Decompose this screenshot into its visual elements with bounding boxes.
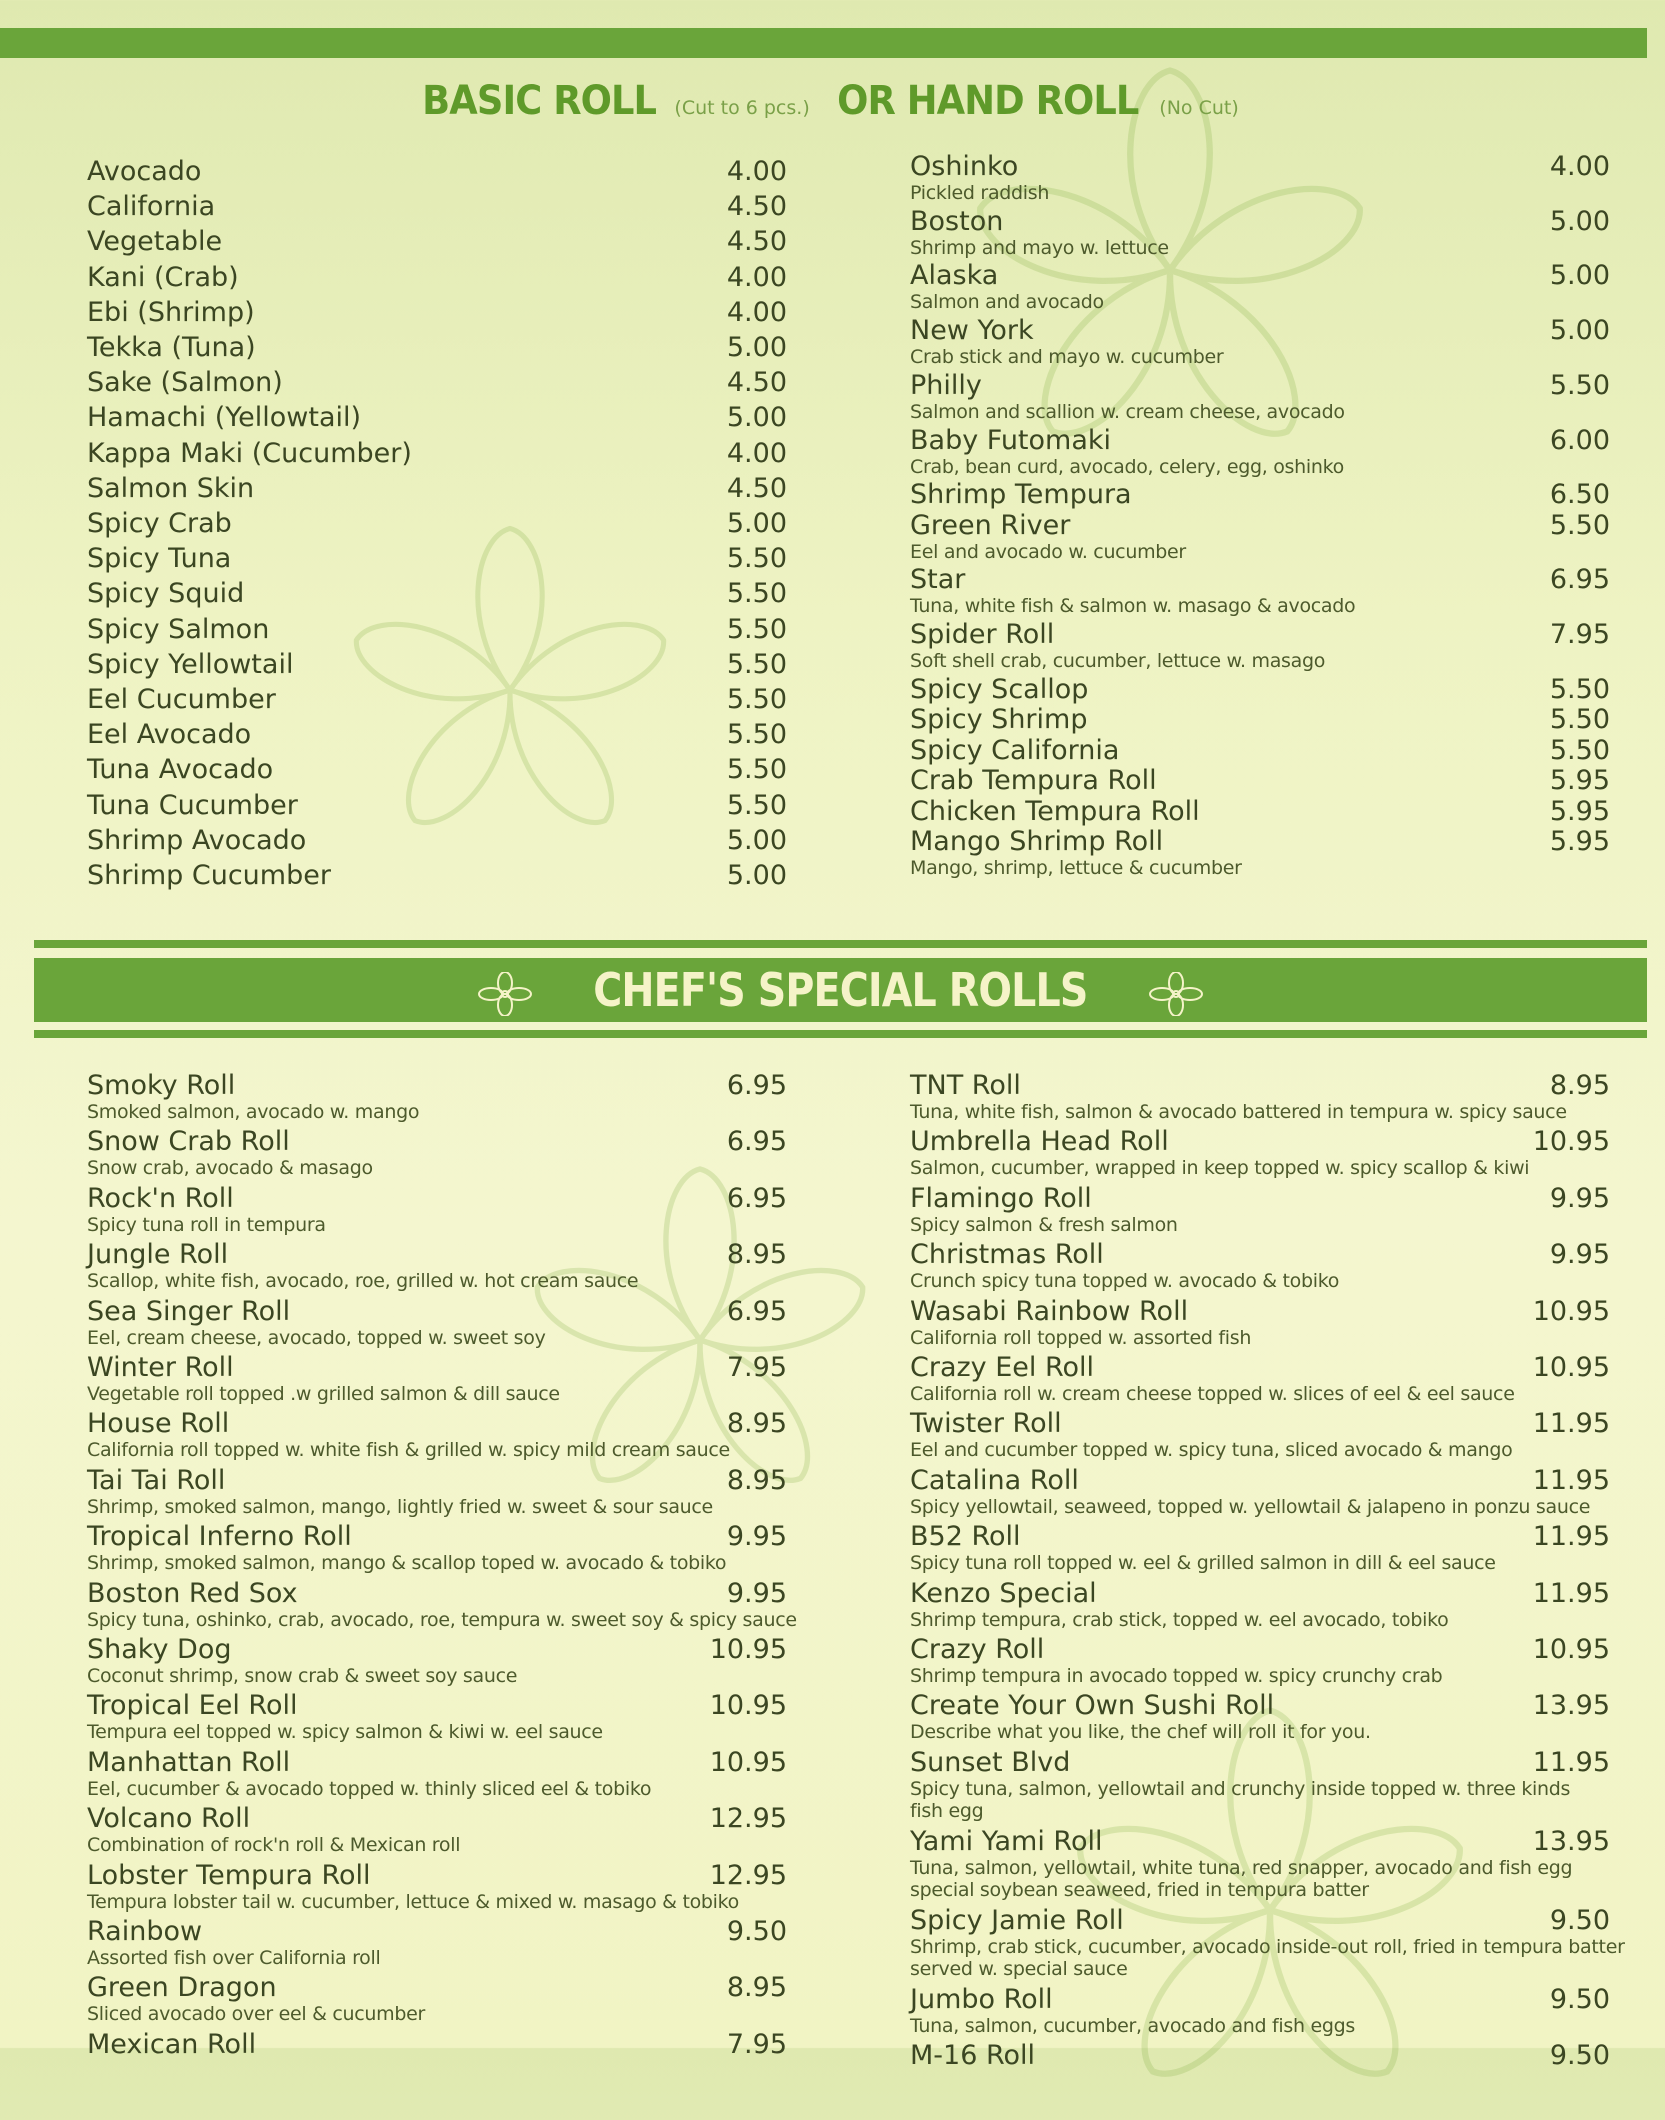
menu-item <box>910 1352 1610 1405</box>
menu-item-price: 8.95 <box>726 1408 787 1440</box>
menu-item-name: Boston Red Sox <box>87 1577 298 1609</box>
menu-item-name: Spicy Salmon <box>87 613 270 645</box>
menu-item <box>87 1521 787 1575</box>
menu-item-description: Tempura eel topped w. spicy salmon & kiwi w. eel sauce <box>87 1721 603 1744</box>
menu-item-description: Soft shell crab, cucumber, lettuce w. masago <box>910 650 1326 673</box>
menu-item <box>910 1464 1610 1518</box>
menu-item-price: 7.95 <box>726 1352 787 1383</box>
menu-item-price: 9.50 <box>726 1916 787 1947</box>
menu-item-name: Spicy Shrimp <box>910 704 1088 736</box>
basic-roll-title: BASIC ROLL <box>422 78 657 124</box>
menu-item-price: 10.95 <box>1532 1295 1610 1327</box>
menu-item-price: 8.95 <box>726 1972 787 2004</box>
menu-item <box>910 479 1610 511</box>
menu-item-name: Spicy Crab <box>87 508 232 539</box>
menu-item <box>87 402 787 434</box>
menu-item-description: Tuna, white fish, salmon & avocado battered in tempura w. spicy sauce <box>910 1101 1567 1123</box>
menu-item-name: Spicy Yellowtail <box>87 648 294 680</box>
menu-item-name: Mexican Roll <box>87 2028 257 2060</box>
menu-item-name: Spicy California <box>910 734 1120 766</box>
menu-item-description: California roll topped w. white fish & grilled w. spicy mild cream sauce <box>87 1439 730 1462</box>
menu-item-name: Ebi (Shrimp) <box>87 296 255 328</box>
menu-item <box>910 1182 1610 1236</box>
menu-item <box>87 824 787 856</box>
menu-item <box>87 1634 787 1687</box>
menu-item-price: 11.95 <box>1532 1577 1610 1609</box>
menu-item-price: 11.95 <box>1532 1521 1610 1553</box>
top-green-bar <box>0 28 1647 58</box>
menu-item-name: Spider Roll <box>910 619 1055 651</box>
menu-item-price: 4.00 <box>726 156 787 187</box>
menu-item-price: 12.95 <box>709 1859 787 1891</box>
menu-item <box>87 1859 787 1913</box>
flower-right-icon <box>1146 972 1206 1016</box>
menu-item-description: Salmon, cucumber, wrapped in keep topped w. spicy scallop & kiwi <box>910 1157 1530 1180</box>
menu-item-description: Eel and cucumber topped w. spicy tuna, sliced avocado & mango <box>910 1439 1513 1462</box>
menu-item-name: Tuna Cucumber <box>87 789 298 821</box>
menu-item <box>87 613 787 645</box>
menu-item-name: Manhattan Roll <box>87 1746 291 1778</box>
menu-item-name: Volcano Roll <box>87 1803 251 1835</box>
basic-roll-note: (Cut to 6 pcs.) <box>674 97 810 119</box>
menu-item-price: 10.95 <box>1532 1352 1610 1383</box>
menu-item <box>87 1070 787 1123</box>
menu-item-name: Umbrella Head Roll <box>910 1126 1169 1158</box>
menu-item <box>87 367 787 399</box>
menu-item-price: 10.95 <box>709 1634 787 1665</box>
menu-item-price: 6.95 <box>726 1126 787 1158</box>
menu-item <box>910 1746 1610 1822</box>
menu-item-price: 5.00 <box>726 860 787 891</box>
menu-item <box>87 1579 797 1631</box>
menu-item <box>910 826 1610 880</box>
menu-item-price: 5.50 <box>726 789 787 821</box>
menu-item-name: Kenzo Special <box>910 1577 1097 1609</box>
menu-item-price: 5.00 <box>1549 315 1610 347</box>
menu-item-name: Christmas Roll <box>910 1239 1104 1271</box>
menu-item-description: Combination of rock'n roll & Mexican roll <box>87 1834 461 1857</box>
menu-item-name: Tai Tai Roll <box>87 1464 226 1496</box>
menu-item <box>910 369 1610 423</box>
menu-item-price: 4.50 <box>726 367 787 399</box>
menu-item-name: Spicy Squid <box>87 578 245 610</box>
menu-item-price: 6.95 <box>1549 564 1610 596</box>
menu-item <box>87 1352 787 1405</box>
menu-item-price: 5.00 <box>1549 260 1610 292</box>
menu-item-name: Star <box>910 564 966 596</box>
menu-item-description: Shrimp tempura in avocado topped w. spicy crunchy crab <box>910 1665 1443 1687</box>
menu-item <box>87 1916 787 1969</box>
menu-item <box>87 191 787 223</box>
menu-item <box>87 2028 787 2060</box>
menu-item-price: 11.95 <box>1532 1464 1610 1496</box>
menu-item-price: 5.50 <box>1549 673 1610 705</box>
menu-item-description: Shrimp, smoked salmon, mango & scallop toped w. avocado & tobiko <box>87 1552 727 1575</box>
menu-item-name: Shrimp Cucumber <box>87 860 331 891</box>
menu-item-price: 7.95 <box>1549 619 1610 651</box>
menu-item-name: Twister Roll <box>910 1408 1062 1440</box>
menu-item-price: 12.95 <box>709 1803 787 1835</box>
menu-item <box>87 156 787 187</box>
menu-item-price: 5.00 <box>1549 205 1610 237</box>
menu-item-price: 8.95 <box>726 1239 787 1271</box>
menu-item-price: 5.50 <box>726 578 787 610</box>
menu-item-name: M-16 Roll <box>910 2040 1036 2072</box>
menu-item <box>87 226 787 258</box>
menu-item-description: Shrimp tempura, crab stick, topped w. eel avocado, tobiko <box>910 1608 1449 1631</box>
hand-roll-note: (No Cut) <box>1159 97 1239 119</box>
menu-item-name: Jungle Roll <box>87 1239 229 1271</box>
menu-item-name: Tropical Eel Roll <box>87 1690 298 1722</box>
menu-item-description: Eel, cucumber & avocado topped w. thinly sliced eel & tobiko <box>87 1777 652 1800</box>
menu-item-price: 4.50 <box>726 226 787 258</box>
menu-item-price: 7.95 <box>726 2028 787 2060</box>
menu-item <box>87 860 787 891</box>
menu-item-price: 9.50 <box>1549 2040 1610 2072</box>
menu-item <box>910 1295 1610 1349</box>
menu-item <box>910 673 1610 705</box>
menu-item-price: 5.95 <box>1549 765 1610 797</box>
menu-item-price: 11.95 <box>1532 1746 1610 1778</box>
menu-item-price: 8.95 <box>726 1464 787 1496</box>
menu-item <box>910 1825 1610 1901</box>
menu-item-price: 5.50 <box>726 754 787 786</box>
menu-item-name: Kappa Maki (Cucumber) <box>87 437 412 469</box>
menu-item <box>910 795 1610 827</box>
menu-item-price: 9.95 <box>726 1521 787 1553</box>
menu-item-name: B52 Roll <box>910 1521 1021 1553</box>
menu-item-name: Green River <box>910 509 1071 541</box>
menu-item <box>87 1803 787 1857</box>
menu-item-name: Winter Roll <box>87 1352 234 1383</box>
menu-item-description: served w. special sauce <box>910 1957 1128 1980</box>
basic-roll-heading <box>0 78 1665 124</box>
menu-item-name: Philly <box>910 369 982 401</box>
menu-item <box>910 1239 1610 1293</box>
menu-item-price: 9.95 <box>726 1577 787 1609</box>
menu-item-name: Tekka (Tuna) <box>87 332 256 363</box>
menu-item-description: Spicy yellowtail, seaweed, topped w. yellowtail & jalapeno in ponzu sauce <box>910 1495 1591 1518</box>
menu-item-price: 5.50 <box>726 648 787 680</box>
menu-item-price: 5.95 <box>1549 826 1610 858</box>
menu-item-description: special soybean seaweed, fried in tempura batter <box>910 1878 1369 1901</box>
menu-item-description: Tuna, white fish & salmon w. masago & avocado <box>910 595 1356 618</box>
menu-item-price: 5.50 <box>1549 734 1610 766</box>
menu-item <box>910 315 1610 369</box>
flower-decoration-icon <box>340 520 680 860</box>
menu-item-name: Crazy Roll <box>910 1634 1045 1665</box>
menu-item-description: Describe what you like, the chef will roll it for you. <box>910 1721 1371 1744</box>
menu-item-price: 6.95 <box>726 1182 787 1214</box>
chef-special-title: CHEF'S SPECIAL ROLLS <box>593 963 1088 1017</box>
menu-item <box>87 1746 787 1800</box>
menu-item-description: Salmon and scallion w. cream cheese, avocado <box>910 400 1345 423</box>
menu-item-description: Crab stick and mayo w. cucumber <box>910 346 1224 369</box>
menu-item <box>87 684 787 715</box>
menu-item <box>910 205 1610 259</box>
menu-item <box>87 437 787 469</box>
menu-item-name: Alaska <box>910 260 999 292</box>
menu-item <box>910 765 1610 797</box>
menu-item-name: Create Your Own Sushi Roll <box>910 1690 1275 1722</box>
menu-item <box>87 472 787 504</box>
menu-item-price: 4.00 <box>726 261 787 293</box>
menu-item-description: Scallop, white fish, avocado, roe, grilled w. hot cream sauce <box>87 1270 639 1293</box>
menu-item-description: Assorted fish over California roll <box>87 1947 381 1969</box>
menu-item <box>910 564 1610 618</box>
menu-item-name: Rainbow <box>87 1916 203 1947</box>
menu-item <box>910 1408 1610 1462</box>
menu-item-price: 6.95 <box>726 1295 787 1327</box>
menu-item-name: Boston <box>910 205 1004 237</box>
menu-item-name: Baby Futomaki <box>910 424 1112 456</box>
menu-item-description: Crunch spicy tuna topped w. avocado & tobiko <box>910 1270 1340 1293</box>
menu-item <box>87 578 787 610</box>
menu-item-name: Sunset Blvd <box>910 1746 1071 1778</box>
menu-item-name: Spicy Jamie Roll <box>910 1904 1124 1936</box>
menu-item-description: Spicy tuna roll in tempura <box>87 1213 326 1236</box>
menu-item-price: 9.95 <box>1549 1239 1610 1271</box>
menu-item-name: Vegetable <box>87 226 223 258</box>
menu-item-description: Mango, shrimp, lettuce & cucumber <box>910 857 1242 880</box>
menu-item-description: Tuna, salmon, yellowtail, white tuna, red snapper, avocado and fish egg <box>910 1856 1573 1879</box>
banner-top-rule <box>34 940 1647 948</box>
menu-item <box>87 754 787 786</box>
menu-item <box>87 1690 787 1744</box>
menu-item <box>910 260 1610 314</box>
menu-item-price: 5.00 <box>726 508 787 539</box>
menu-item-price: 10.95 <box>1532 1126 1610 1158</box>
menu-item-price: 6.00 <box>1549 424 1610 456</box>
menu-item <box>87 1182 787 1236</box>
menu-item <box>910 1690 1610 1744</box>
menu-item-price: 11.95 <box>1532 1408 1610 1440</box>
menu-item-description: Coconut shrimp, snow crab & sweet soy sauce <box>87 1665 518 1687</box>
menu-item-price: 6.50 <box>1549 479 1610 511</box>
menu-item-price: 9.50 <box>1549 1904 1610 1936</box>
menu-item-description: Eel, cream cheese, avocado, topped w. sweet soy <box>87 1326 546 1349</box>
menu-item-name: Mango Shrimp Roll <box>910 826 1164 858</box>
menu-item-price: 5.50 <box>726 719 787 751</box>
menu-item-name: Oshinko <box>910 151 1019 182</box>
menu-item-description: Spicy tuna, salmon, yellowtail and crunchy inside topped w. three kinds <box>910 1777 1571 1800</box>
menu-item-name: Crazy Eel Roll <box>910 1352 1095 1383</box>
menu-item-name: Eel Cucumber <box>87 684 276 715</box>
menu-item <box>910 704 1610 736</box>
chef-special-banner <box>34 958 1647 1022</box>
menu-item <box>87 543 787 575</box>
menu-item <box>910 151 1610 204</box>
menu-item <box>910 2040 1610 2072</box>
menu-item-description: Spicy tuna roll topped w. eel & grilled salmon in dill & eel sauce <box>910 1552 1496 1575</box>
menu-item-name: Lobster Tempura Roll <box>87 1859 371 1891</box>
menu-item-price: 13.95 <box>1532 1690 1610 1722</box>
menu-item-price: 4.00 <box>726 437 787 469</box>
menu-item-description: Vegetable roll topped .w grilled salmon & dill sauce <box>87 1383 560 1405</box>
menu-item-name: House Roll <box>87 1408 230 1440</box>
menu-item-price: 10.95 <box>1532 1634 1610 1665</box>
menu-item-description: Snow crab, avocado & masago <box>87 1157 373 1180</box>
menu-item-description: Spicy salmon & fresh salmon <box>910 1213 1178 1236</box>
menu-item-name: Tuna Avocado <box>87 754 274 786</box>
menu-item-price: 5.50 <box>726 684 787 715</box>
menu-item-price: 5.00 <box>726 824 787 856</box>
menu-item-price: 4.00 <box>726 296 787 328</box>
menu-item <box>87 719 787 751</box>
menu-item <box>910 424 1610 478</box>
menu-item-description: California roll w. cream cheese topped w. slices of eel & eel sauce <box>910 1383 1515 1405</box>
menu-item-price: 5.50 <box>726 613 787 645</box>
menu-item-name: Spicy Scallop <box>910 673 1089 705</box>
menu-item-price: 5.50 <box>1549 704 1610 736</box>
menu-item-name: Shaky Dog <box>87 1634 232 1665</box>
menu-item <box>910 1521 1610 1575</box>
menu-item-price: 6.95 <box>726 1070 787 1101</box>
menu-item-name: Snow Crab Roll <box>87 1126 290 1158</box>
menu-item-name: Smoky Roll <box>87 1070 236 1101</box>
menu-item <box>87 1295 787 1349</box>
menu-item-name: Rock'n Roll <box>87 1182 234 1214</box>
menu-item-description: Salmon and avocado <box>910 291 1104 314</box>
menu-item-name: Kani (Crab) <box>87 261 239 293</box>
menu-item <box>910 1634 1610 1687</box>
menu-item-name: Wasabi Rainbow Roll <box>910 1295 1189 1327</box>
menu-item-description: Shrimp, smoked salmon, mango, lightly fried w. sweet & sour sauce <box>87 1495 713 1518</box>
menu-item-description: Shrimp and mayo w. lettuce <box>910 236 1169 259</box>
menu-item <box>87 789 787 821</box>
menu-item <box>910 1070 1610 1123</box>
menu-item-name: California <box>87 191 216 223</box>
menu-item-name: Eel Avocado <box>87 719 252 751</box>
menu-item-name: Spicy Tuna <box>87 543 232 575</box>
menu-item-name: Hamachi (Yellowtail) <box>87 402 362 434</box>
menu-item-description: fish egg <box>910 1799 984 1822</box>
menu-item <box>910 1126 1610 1180</box>
menu-item-description: Sliced avocado over eel & cucumber <box>87 2003 425 2026</box>
menu-item-name: Chicken Tempura Roll <box>910 795 1200 827</box>
menu-item-name: Jumbo Roll <box>910 1983 1053 2015</box>
menu-item-price: 5.95 <box>1549 795 1610 827</box>
menu-item-name: Salmon Skin <box>87 472 255 504</box>
menu-item <box>87 332 787 363</box>
menu-item-price: 5.50 <box>1549 369 1610 401</box>
menu-item-name: Avocado <box>87 156 202 187</box>
menu-item-price: 9.50 <box>1549 1983 1610 2015</box>
menu-item-name: Shrimp Avocado <box>87 824 307 856</box>
menu-item-name: Green Dragon <box>87 1972 277 2004</box>
menu-item <box>87 1464 787 1518</box>
menu-item-name: New York <box>910 315 1034 347</box>
menu-item-name: Sea Singer Roll <box>87 1295 291 1327</box>
banner-bottom-rule <box>34 1030 1647 1038</box>
menu-item-description: Tempura lobster tail w. cucumber, lettuce & mixed w. masago & tobiko <box>87 1890 740 1913</box>
menu-item-name: Shrimp Tempura <box>910 479 1132 511</box>
menu-item-price: 4.50 <box>726 191 787 223</box>
menu-item-description: California roll topped w. assorted fish <box>910 1326 1252 1349</box>
menu-item-price: 10.95 <box>709 1746 787 1778</box>
menu-item-price: 8.95 <box>1549 1070 1610 1101</box>
menu-item-description: Shrimp, crab stick, cucumber, avocado inside-out roll, fried in tempura batter <box>910 1935 1625 1958</box>
flower-left-icon <box>475 972 535 1016</box>
menu-item-price: 5.00 <box>726 402 787 434</box>
menu-item <box>910 619 1610 673</box>
menu-item <box>910 1983 1610 2037</box>
menu-item-name: TNT Roll <box>910 1070 1021 1101</box>
menu-item-name: Sake (Salmon) <box>87 367 283 399</box>
menu-item-description: Eel and avocado w. cucumber <box>910 540 1186 563</box>
menu-item <box>87 648 787 680</box>
menu-item-price: 5.50 <box>726 543 787 575</box>
menu-item <box>910 734 1610 766</box>
menu-item-description: Spicy tuna, oshinko, crab, avocado, roe, tempura w. sweet soy & spicy sauce <box>87 1608 797 1631</box>
menu-item-price: 4.00 <box>1549 151 1610 182</box>
menu-item-description: Tuna, salmon, cucumber, avocado and fish eggs <box>910 2014 1355 2037</box>
menu-item-price: 9.95 <box>1549 1182 1610 1214</box>
menu-item <box>87 508 787 539</box>
menu-item-description: Crab, bean curd, avocado, celery, egg, oshinko <box>910 455 1344 478</box>
menu-item <box>87 1126 787 1180</box>
menu-item-name: Catalina Roll <box>910 1464 1079 1496</box>
menu-item-price: 13.95 <box>1532 1825 1610 1857</box>
menu-item <box>87 1972 787 2026</box>
menu-item <box>87 296 787 328</box>
menu-item-price: 10.95 <box>709 1690 787 1722</box>
menu-item-name: Crab Tempura Roll <box>910 765 1157 797</box>
menu-item-name: Tropical Inferno Roll <box>87 1521 352 1553</box>
menu-item-price: 4.50 <box>726 472 787 504</box>
menu-item-description: Smoked salmon, avocado w. mango <box>87 1101 420 1123</box>
menu-item <box>910 1577 1610 1631</box>
menu-item <box>910 1906 1625 1980</box>
menu-item-description: Pickled raddish <box>910 182 1050 204</box>
menu-item <box>87 261 787 293</box>
menu-item <box>910 509 1610 563</box>
hand-roll-title: OR HAND ROLL <box>836 78 1139 124</box>
menu-item <box>87 1239 787 1293</box>
menu-item-name: Yami Yami Roll <box>910 1825 1103 1857</box>
menu-item-name: Flamingo Roll <box>910 1182 1092 1214</box>
menu-item <box>87 1408 787 1462</box>
menu-item-price: 5.50 <box>1549 509 1610 541</box>
menu-item-price: 5.00 <box>726 332 787 363</box>
